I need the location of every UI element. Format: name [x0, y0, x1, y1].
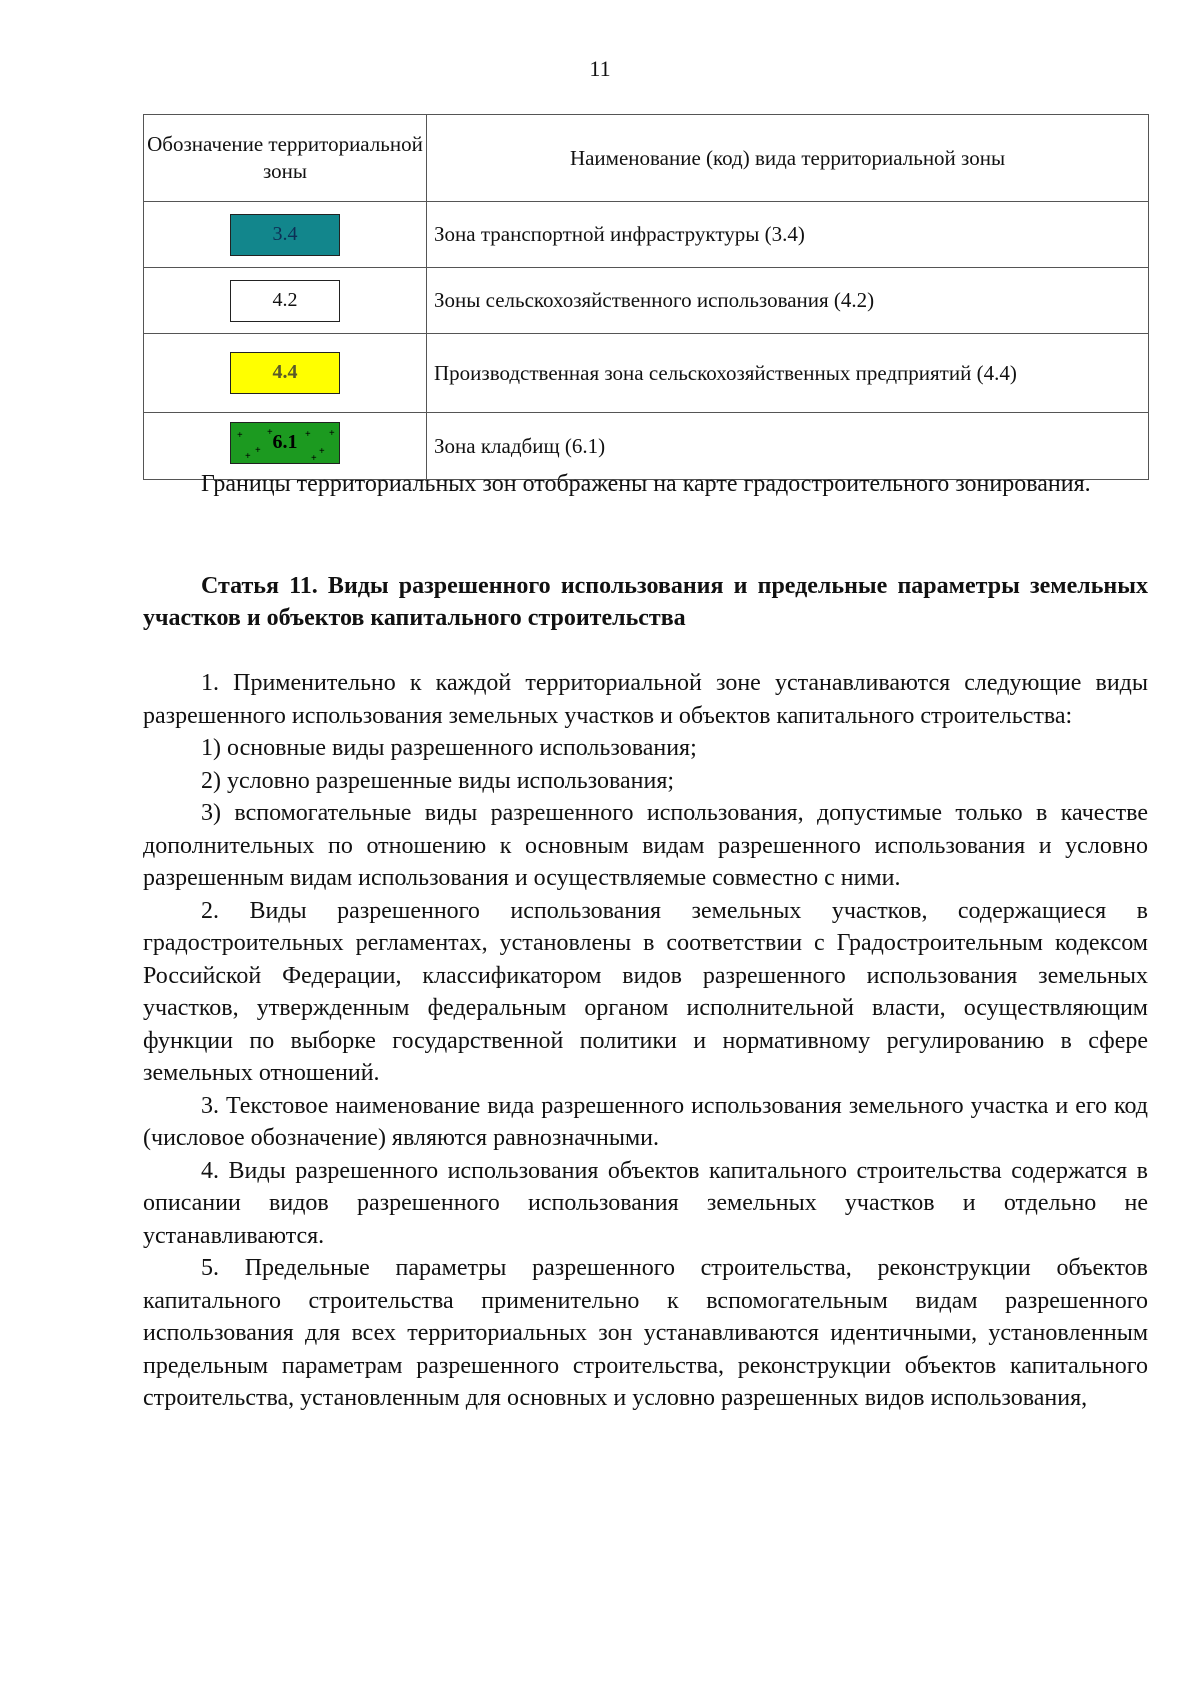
svg-text:+: +: [267, 427, 273, 438]
svg-text:+: +: [311, 453, 317, 464]
table-row: [144, 334, 1149, 413]
svg-text:+: +: [245, 451, 251, 462]
borders-note-block: [143, 468, 1148, 501]
zone-name: Зоны сельскохозяйственного использования (4.2): [427, 268, 1149, 334]
paragraph-1-item-1: 1) основные виды разрешенного использования;: [201, 735, 697, 761]
table-header-row: [144, 115, 1149, 202]
page-number: 11: [589, 56, 611, 81]
borders-note: Границы территориальных зон отображены на карте градостроительного зонирования.: [201, 471, 1091, 497]
table-row: [144, 268, 1149, 334]
paragraph-5: 5. Предельные параметры разрешенного строительства, реконструкции объектов капитального строительства применительно к вспомогательным видам разрешенного использования для всех территориальных зон устанавливаются идентичными, установленным предельным параметрам разрешенного строительства, реконструкции объектов капитального строительства, установленным для основных и условно разрешенных видов использования,: [143, 1255, 1148, 1411]
article-heading: Статья 11. Виды разрешенного использования и предельные параметры земельных участков и объектов капитального строительства: [143, 573, 1148, 631]
table-row: [144, 202, 1149, 268]
zone-swatch-3-4: 3.4: [230, 214, 340, 256]
svg-text:+: +: [255, 445, 261, 456]
zone-name: Зона кладбищ (6.1): [427, 413, 1149, 480]
header-designation: Обозначение территориальной зоны: [144, 115, 427, 202]
article-body: [143, 667, 1148, 1415]
zone-name: Зона транспортной инфраструктуры (3.4): [427, 202, 1149, 268]
svg-text:+: +: [237, 430, 243, 441]
zone-swatch-4-2: 4.2: [230, 280, 340, 322]
zone-name: Производственная зона сельскохозяйственных предприятий (4.4): [427, 334, 1149, 413]
paragraph-1-item-2: 2) условно разрешенные виды использования;: [201, 767, 675, 794]
zone-swatch-6-1: [230, 422, 340, 464]
header-zone-name: Наименование (код) вида территориальной зоны: [427, 115, 1149, 202]
zone-swatch-4-4: 4.4: [230, 352, 340, 394]
paragraph-1-item-3: 3) вспомогательные виды разрешенного использования, допустимые только в качестве дополнительных по отношению к основным видам разрешенного использования и условно разрешенным видам использования и осуществляемые совместно с ними.: [143, 800, 1148, 891]
zone-swatch-label: 6.1: [272, 431, 298, 453]
svg-text:+: +: [329, 428, 335, 439]
zones-table: [143, 114, 1149, 480]
paragraph-3: 3. Текстовое наименование вида разрешенного использования земельного участка и его код (числовое обозначение) являются равнозначными.: [143, 1092, 1148, 1151]
svg-text:+: +: [319, 446, 325, 457]
svg-text:+: +: [305, 429, 311, 440]
paragraph-4: 4. Виды разрешенного использования объектов капитального строительства содержатся в описании видов разрешенного использования земельных участков и отдельно не устанавливаются.: [143, 1157, 1148, 1249]
paragraph-2: 2. Виды разрешенного использования земельных участков, содержащиеся в градостроительных регламентах, установлены в соответствии с Градостроительным кодексом Российской Федерации, классификатором видов разрешенного использования земельных участков, утвержденным федеральным органом исполнительной власти, осуществляющим функции по выборке государственной политики и нормативному регулированию в сфере земельных отношений.: [143, 897, 1148, 1086]
paragraph-1: 1. Применительно к каждой территориальной зоне устанавливаются следующие виды разрешенного использования земельных участков и объектов капитального строительства:: [143, 670, 1148, 729]
